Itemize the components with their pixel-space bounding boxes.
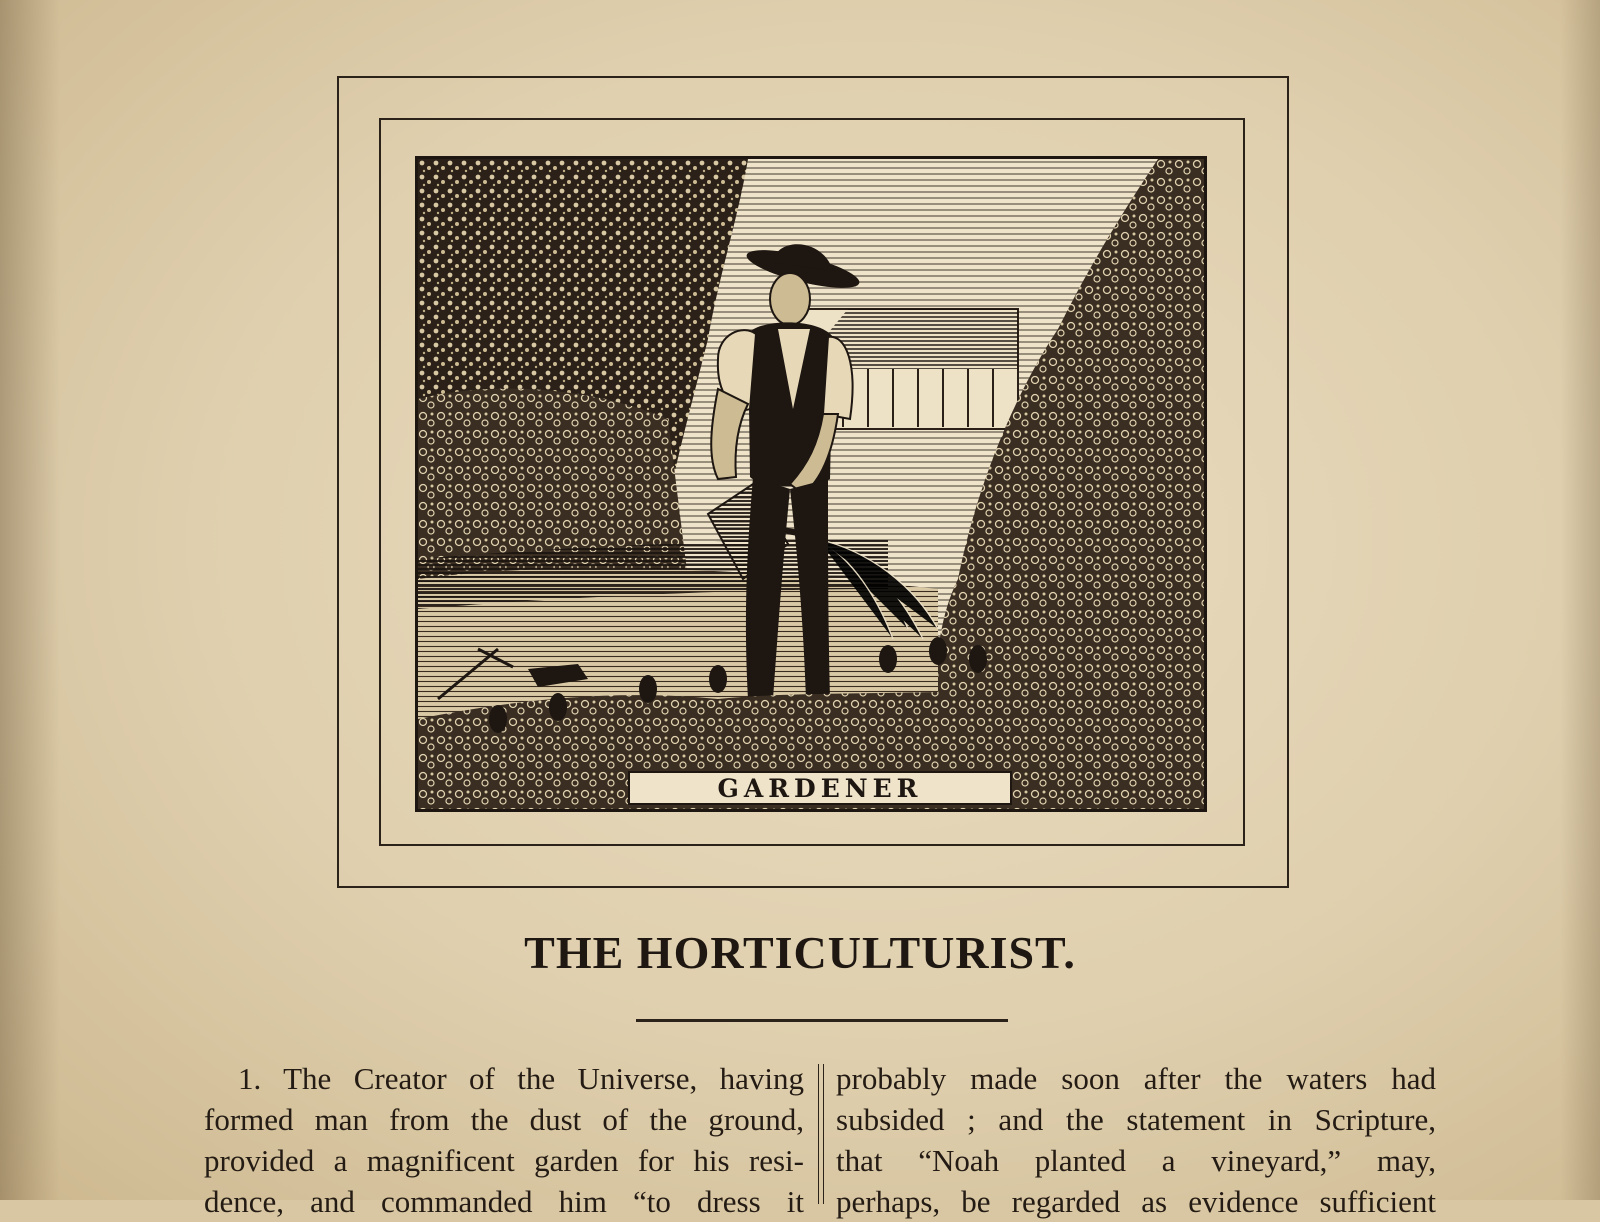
- column-divider: [818, 1064, 824, 1204]
- article-title: THE HORTICULTURIST.: [524, 927, 1076, 978]
- left-text-column: [204, 1058, 804, 1222]
- text-line: subsided ; and the statement in Scripture,: [836, 1102, 1436, 1137]
- gardener-engraving: [415, 156, 1207, 812]
- right-text-column: [836, 1058, 1436, 1222]
- page-edge-shadow: [1560, 0, 1600, 1200]
- engraving-caption-plate: [628, 771, 1012, 805]
- text-line: 1. The Creator of the Universe, having: [238, 1061, 804, 1096]
- text-line: formed man from the dust of the ground,: [204, 1102, 804, 1137]
- text-line: probably made soon after the waters had: [836, 1061, 1436, 1096]
- engraving-art: [418, 159, 1204, 809]
- text-line: perhaps, be regarded as evidence sufficient: [836, 1184, 1436, 1219]
- text-line: dence, and commanded him “to dress it: [204, 1184, 804, 1219]
- page-gutter-shadow: [0, 0, 60, 1200]
- text-line: that “Noah planted a vineyard,” may,: [836, 1143, 1436, 1178]
- engraving-caption: GARDENER: [717, 773, 923, 803]
- title-rule: [636, 1019, 1008, 1022]
- text-line: provided a magnificent garden for his resi-: [204, 1143, 804, 1178]
